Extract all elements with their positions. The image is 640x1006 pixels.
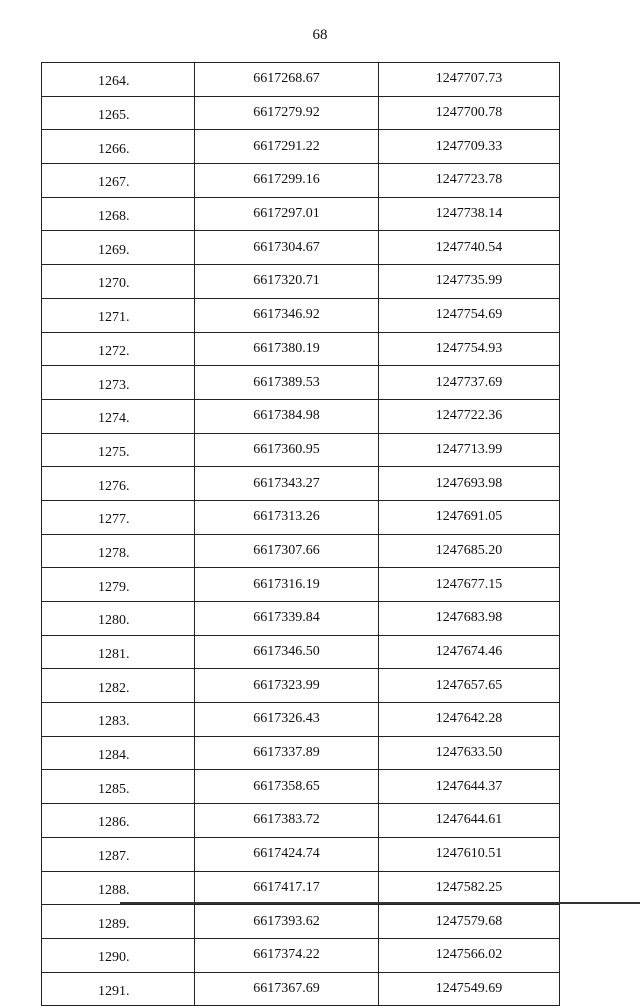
x-coordinate-cell: 6617297.01 [195, 197, 379, 231]
row-number-cell: 1287. [42, 837, 195, 871]
x-coordinate-cell: 6617339.84 [195, 602, 379, 636]
row-number-cell: 1269. [42, 231, 195, 265]
row-number-cell: 1282. [42, 669, 195, 703]
y-coordinate-cell: 1247579.68 [379, 905, 560, 939]
table-row [42, 568, 560, 602]
y-coordinate-cell: 1247709.33 [379, 130, 560, 164]
table-row [42, 231, 560, 265]
table-row [42, 804, 560, 838]
y-coordinate-cell: 1247723.78 [379, 164, 560, 198]
row-number-cell: 1268. [42, 197, 195, 231]
row-number-cell: 1290. [42, 938, 195, 972]
x-coordinate-cell: 6617337.89 [195, 736, 379, 770]
table-row [42, 298, 560, 332]
x-coordinate-cell: 6617367.69 [195, 972, 379, 1006]
table-row [42, 972, 560, 1006]
y-coordinate-cell: 1247683.98 [379, 602, 560, 636]
row-number-cell: 1285. [42, 770, 195, 804]
x-coordinate-cell: 6617346.50 [195, 635, 379, 669]
row-number-cell: 1276. [42, 467, 195, 501]
y-coordinate-cell: 1247693.98 [379, 467, 560, 501]
row-number-cell: 1278. [42, 534, 195, 568]
x-coordinate-cell: 6617380.19 [195, 332, 379, 366]
table-row [42, 871, 560, 905]
y-coordinate-cell: 1247685.20 [379, 534, 560, 568]
table-row [42, 500, 560, 534]
row-number-cell: 1280. [42, 602, 195, 636]
x-coordinate-cell: 6617346.92 [195, 298, 379, 332]
table-row [42, 164, 560, 198]
x-coordinate-cell: 6617316.19 [195, 568, 379, 602]
table-row [42, 265, 560, 299]
x-coordinate-cell: 6617383.72 [195, 804, 379, 838]
y-coordinate-cell: 1247657.65 [379, 669, 560, 703]
table-row [42, 332, 560, 366]
row-number-cell: 1265. [42, 96, 195, 130]
table-row [42, 63, 560, 97]
table-body [42, 63, 560, 1006]
y-coordinate-cell: 1247737.69 [379, 366, 560, 400]
x-coordinate-cell: 6617389.53 [195, 366, 379, 400]
x-coordinate-cell: 6617393.62 [195, 905, 379, 939]
table-row [42, 366, 560, 400]
y-coordinate-cell: 1247610.51 [379, 837, 560, 871]
table-row [42, 635, 560, 669]
y-coordinate-cell: 1247566.02 [379, 938, 560, 972]
x-coordinate-cell: 6617384.98 [195, 399, 379, 433]
x-coordinate-cell: 6617291.22 [195, 130, 379, 164]
y-coordinate-cell: 1247674.46 [379, 635, 560, 669]
row-number-cell: 1266. [42, 130, 195, 164]
x-coordinate-cell: 6617360.95 [195, 433, 379, 467]
x-coordinate-cell: 6617268.67 [195, 63, 379, 97]
y-coordinate-cell: 1247700.78 [379, 96, 560, 130]
row-number-cell: 1264. [42, 63, 195, 97]
row-number-cell: 1283. [42, 703, 195, 737]
row-number-cell: 1271. [42, 298, 195, 332]
table-row [42, 703, 560, 737]
row-number-cell: 1277. [42, 500, 195, 534]
table-row [42, 669, 560, 703]
y-coordinate-cell: 1247644.37 [379, 770, 560, 804]
coordinates-table [41, 62, 560, 1006]
y-coordinate-cell: 1247644.61 [379, 804, 560, 838]
x-coordinate-cell: 6617417.17 [195, 871, 379, 905]
row-number-cell: 1270. [42, 265, 195, 299]
row-number-cell: 1273. [42, 366, 195, 400]
x-coordinate-cell: 6617299.16 [195, 164, 379, 198]
x-coordinate-cell: 6617304.67 [195, 231, 379, 265]
table-row [42, 130, 560, 164]
x-coordinate-cell: 6617313.26 [195, 500, 379, 534]
y-coordinate-cell: 1247549.69 [379, 972, 560, 1006]
y-coordinate-cell: 1247722.36 [379, 399, 560, 433]
x-coordinate-cell: 6617424.74 [195, 837, 379, 871]
y-coordinate-cell: 1247740.54 [379, 231, 560, 265]
row-number-cell: 1291. [42, 972, 195, 1006]
y-coordinate-cell: 1247735.99 [379, 265, 560, 299]
x-coordinate-cell: 6617326.43 [195, 703, 379, 737]
table-row [42, 905, 560, 939]
row-number-cell: 1275. [42, 433, 195, 467]
y-coordinate-cell: 1247677.15 [379, 568, 560, 602]
x-coordinate-cell: 6617374.22 [195, 938, 379, 972]
row-number-cell: 1281. [42, 635, 195, 669]
x-coordinate-cell: 6617307.66 [195, 534, 379, 568]
table-row [42, 736, 560, 770]
page-number: 68 [312, 27, 328, 43]
table-row [42, 197, 560, 231]
y-coordinate-cell: 1247754.69 [379, 298, 560, 332]
y-coordinate-cell: 1247754.93 [379, 332, 560, 366]
x-coordinate-cell: 6617279.92 [195, 96, 379, 130]
y-coordinate-cell: 1247713.99 [379, 433, 560, 467]
row-number-cell: 1272. [42, 332, 195, 366]
table-row [42, 433, 560, 467]
y-coordinate-cell: 1247738.14 [379, 197, 560, 231]
x-coordinate-cell: 6617323.99 [195, 669, 379, 703]
x-coordinate-cell: 6617320.71 [195, 265, 379, 299]
x-coordinate-cell: 6617358.65 [195, 770, 379, 804]
row-number-cell: 1267. [42, 164, 195, 198]
row-number-cell: 1289. [42, 905, 195, 939]
row-number-cell: 1286. [42, 804, 195, 838]
row-number-cell: 1279. [42, 568, 195, 602]
scan-edge-line [120, 902, 640, 904]
table-row [42, 399, 560, 433]
table-row [42, 770, 560, 804]
table-row [42, 467, 560, 501]
x-coordinate-cell: 6617343.27 [195, 467, 379, 501]
y-coordinate-cell: 1247707.73 [379, 63, 560, 97]
row-number-cell: 1284. [42, 736, 195, 770]
table-row [42, 96, 560, 130]
y-coordinate-cell: 1247691.05 [379, 500, 560, 534]
table-row [42, 837, 560, 871]
y-coordinate-cell: 1247642.28 [379, 703, 560, 737]
table-row [42, 938, 560, 972]
y-coordinate-cell: 1247582.25 [379, 871, 560, 905]
row-number-cell: 1274. [42, 399, 195, 433]
row-number-cell: 1288. [42, 871, 195, 905]
y-coordinate-cell: 1247633.50 [379, 736, 560, 770]
table-row [42, 602, 560, 636]
table-row [42, 534, 560, 568]
